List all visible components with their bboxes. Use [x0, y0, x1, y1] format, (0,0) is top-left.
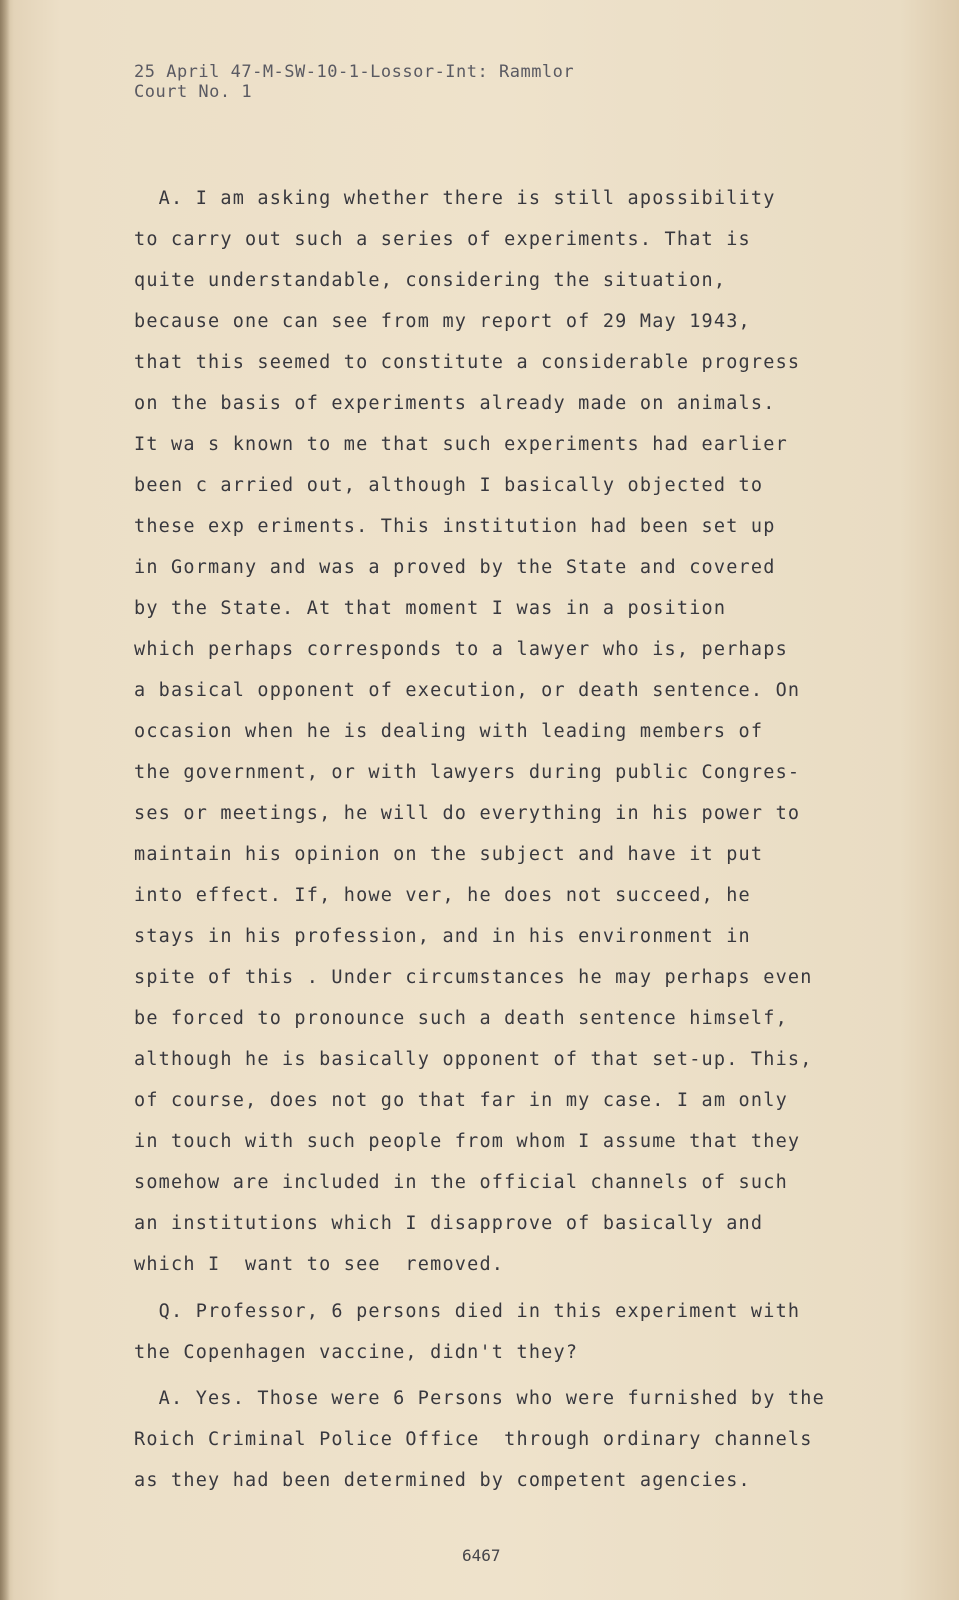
text-line: these exp eriments. This institution had been set up — [134, 516, 776, 537]
text-line: A. Yes. Those were 6 Persons who were furnished by the — [134, 1388, 825, 1409]
text-line: the government, or with lawyers during public Congres- — [134, 762, 801, 783]
text-line: which perhaps corresponds to a lawyer who is, perhaps — [134, 639, 788, 660]
text-line: because one can see from my report of 29 May 1943, — [134, 311, 751, 332]
text-line: as they had been determined by competent agencies. — [134, 1470, 751, 1491]
text-line: A. I am asking whether there is still apossibility — [134, 188, 776, 209]
text-line: somehow are included in the official channels of such — [134, 1172, 788, 1193]
text-line: a basical opponent of execution, or death sentence. On — [134, 680, 801, 701]
text-line: of course, does not go that far in my case. I am only — [134, 1090, 788, 1111]
text-line: stays in his profession, and in his environment in — [134, 926, 751, 947]
text-line: in touch with such people from whom I assume that they — [134, 1131, 801, 1152]
page-edge-shadow — [0, 0, 10, 1600]
text-line: although he is basically opponent of that set-up. This, — [134, 1049, 813, 1070]
text-line: on the basis of experiments already made on animals. — [134, 393, 776, 414]
text-line: which I want to see removed. — [134, 1254, 505, 1275]
header-court: Court No. 1 — [134, 82, 253, 102]
text-line: the Copenhagen vaccine, didn't they? — [134, 1342, 579, 1363]
document-header — [134, 62, 574, 102]
text-line: quite understandable, considering the situation, — [134, 270, 727, 291]
text-line: that this seemed to constitute a considerable progress — [134, 352, 801, 373]
text-line: by the State. At that moment I was in a position — [134, 598, 727, 619]
text-line: in Gormany and was a proved by the State and covered — [134, 557, 776, 578]
text-line: an institutions which I disapprove of basically and — [134, 1213, 764, 1234]
page-number: 6467 — [462, 1546, 501, 1565]
text-line: been c arried out, although I basically objected to — [134, 475, 764, 496]
text-line: to carry out such a series of experiments. That is — [134, 229, 751, 250]
text-line: be forced to pronounce such a death sentence himself, — [134, 1008, 788, 1029]
text-line: ses or meetings, he will do everything in his power to — [134, 803, 801, 824]
text-line: It wa s known to me that such experiments had earlier — [134, 434, 788, 455]
text-line: occasion when he is dealing with leading members of — [134, 721, 764, 742]
text-line: maintain his opinion on the subject and have it put — [134, 844, 764, 865]
header-reference: 25 April 47-M-SW-10-1-Lossor-Int: Rammlor — [134, 62, 575, 82]
text-line: into effect. If, howe ver, he does not succeed, he — [134, 885, 751, 906]
text-line: Roich Criminal Police Office through ordinary channels — [134, 1429, 813, 1450]
text-line: Q. Professor, 6 persons died in this experiment with — [134, 1301, 801, 1322]
text-line: spite of this . Under circumstances he may perhaps even — [134, 967, 813, 988]
